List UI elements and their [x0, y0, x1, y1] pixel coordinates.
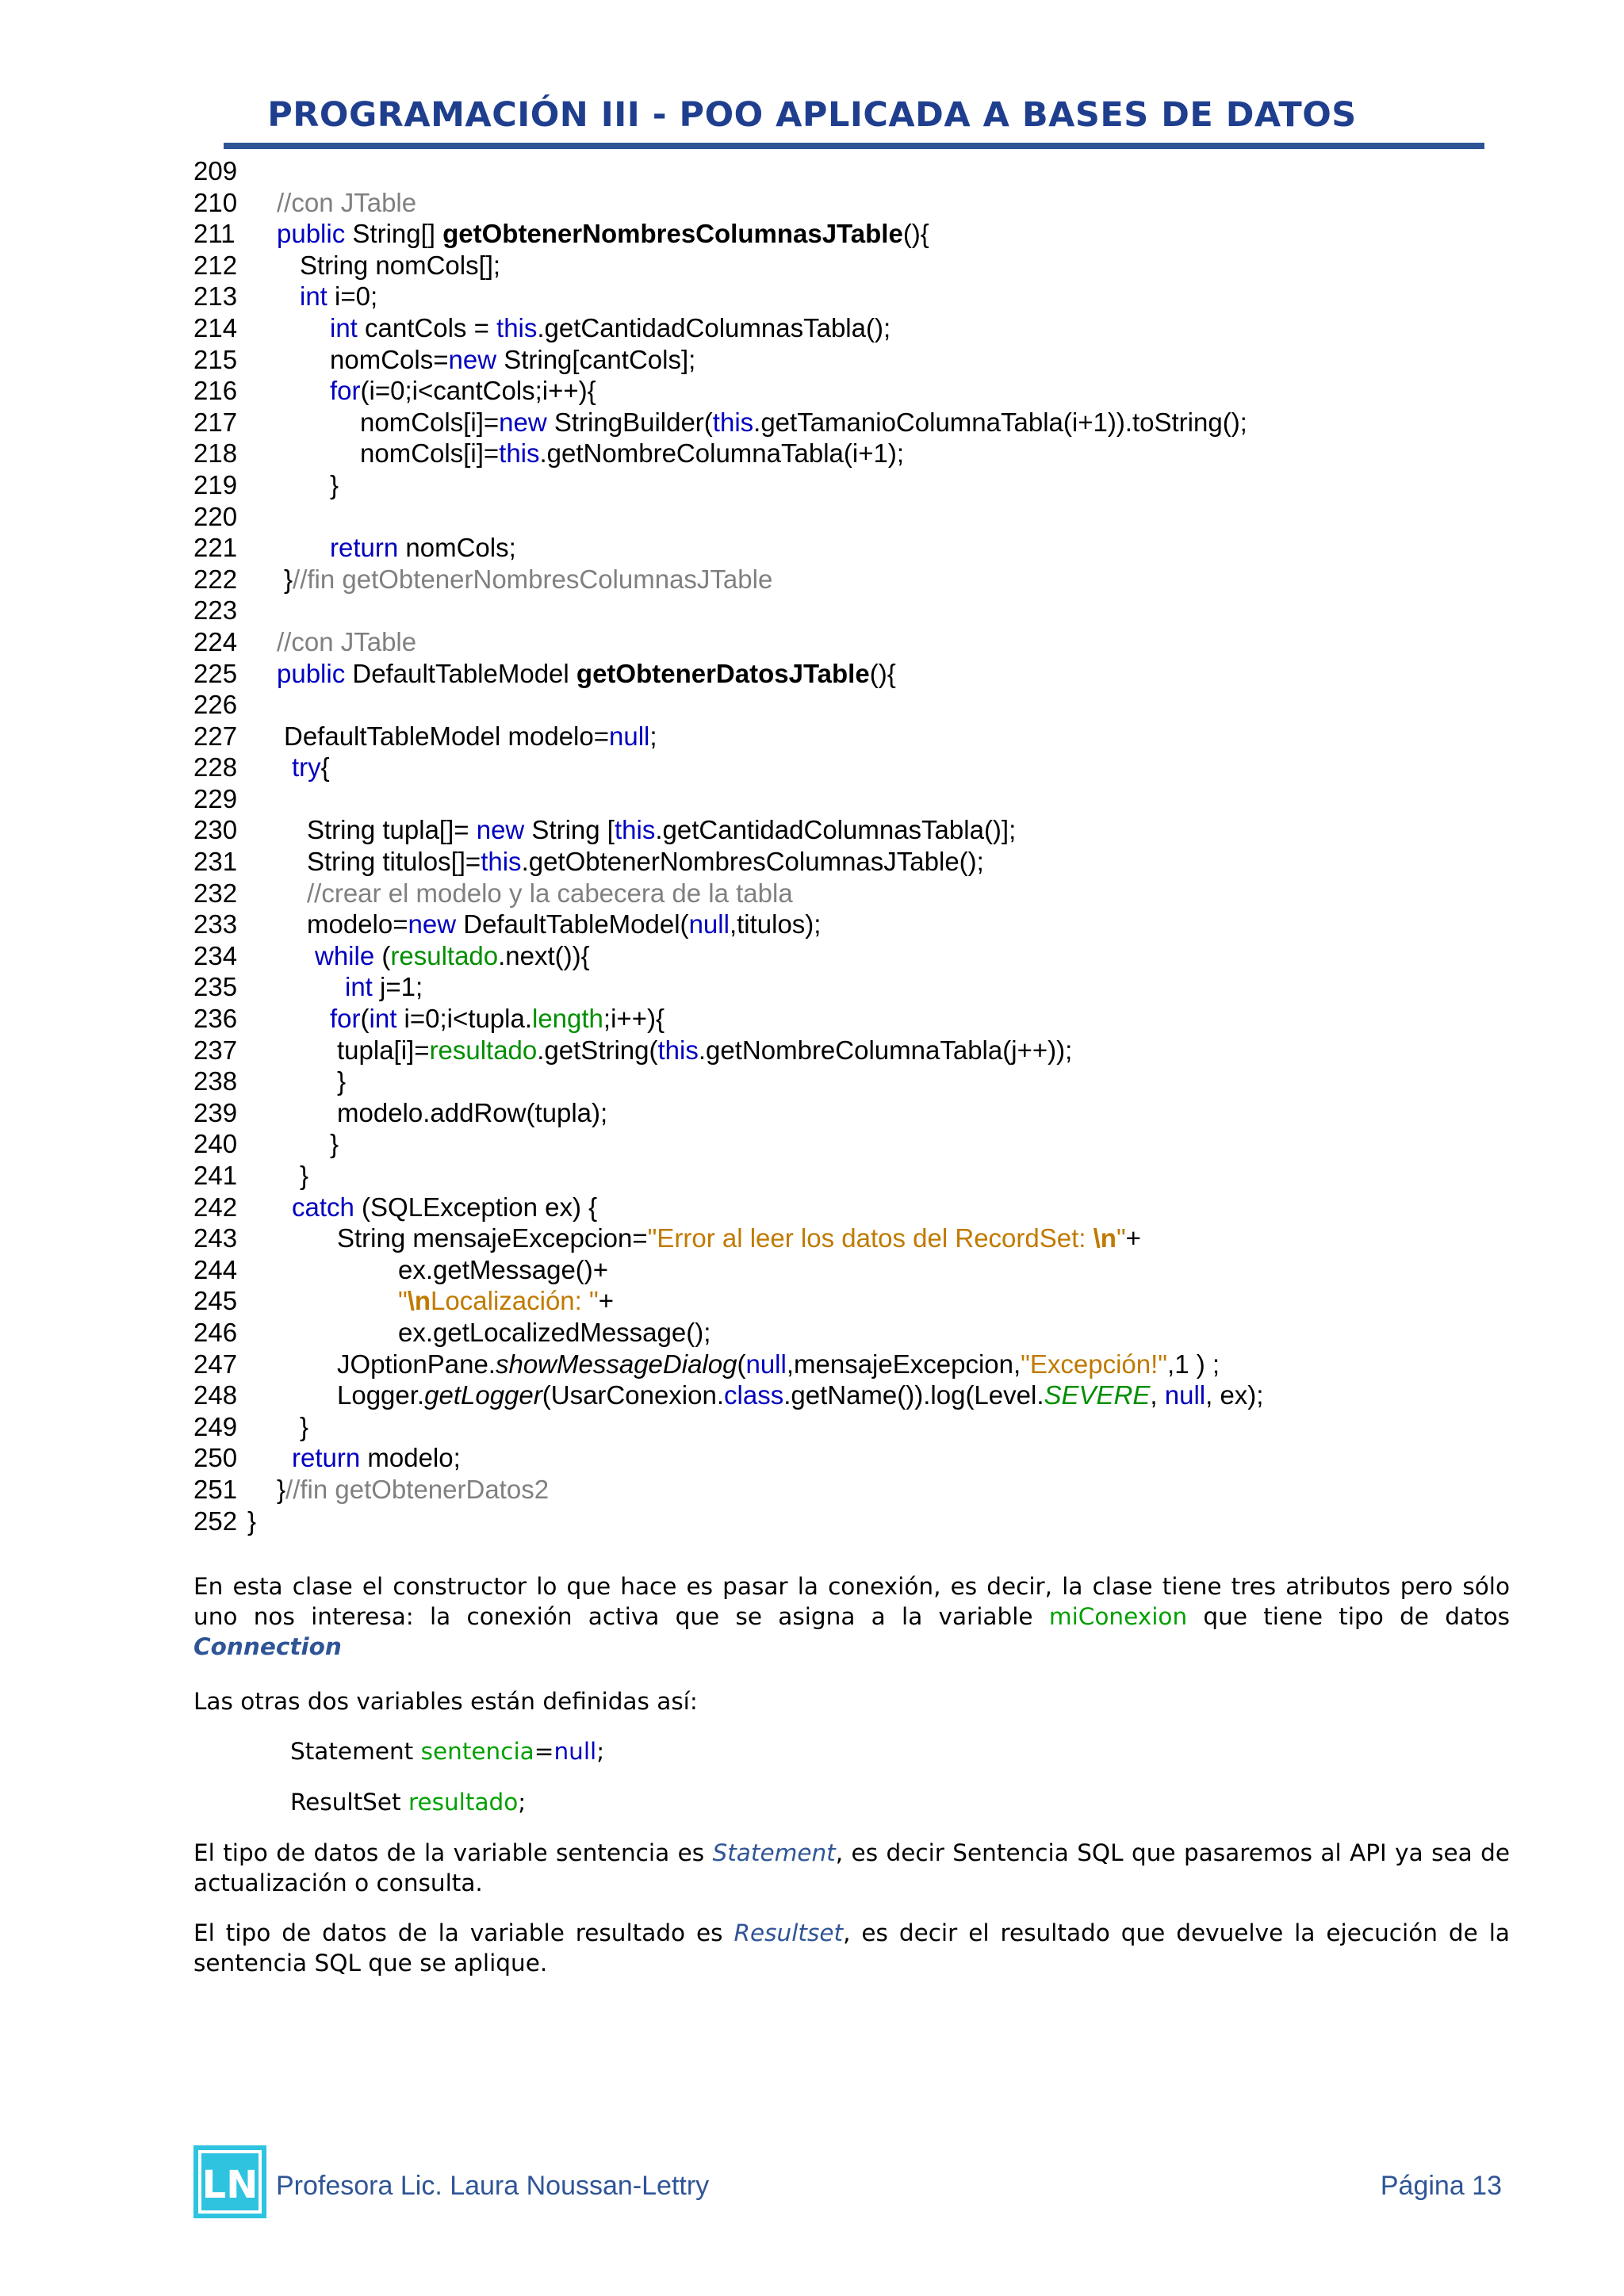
code-token: modelo=	[307, 909, 408, 939]
code-line	[193, 783, 1542, 815]
code-token: String titulos[]=	[307, 847, 481, 877]
code-line	[193, 1160, 1542, 1192]
code-line	[193, 250, 1542, 281]
code-token: return	[292, 1443, 361, 1473]
code-token: ex.getMessage()+	[398, 1254, 609, 1284]
paragraph-constructor	[193, 1571, 1510, 1662]
code-line	[193, 1223, 1542, 1254]
code-line	[193, 1066, 1542, 1097]
page-header-title: PROGRAMACIÓN III - POO APLICADA A BASES DE DATOS	[267, 95, 1357, 135]
code-text	[330, 1003, 665, 1035]
line-number: 210	[193, 187, 238, 217]
decl-var: sentencia	[420, 1738, 534, 1765]
code-token: .getString(	[537, 1035, 658, 1065]
code-token: int	[330, 312, 358, 342]
code-text	[330, 1128, 339, 1160]
code-token: , ex);	[1205, 1380, 1264, 1410]
code-token: this	[499, 438, 540, 469]
code-token: "	[398, 1286, 408, 1316]
code-token: }	[300, 1411, 309, 1441]
type-connection: Connection	[193, 1633, 342, 1660]
code-line	[193, 1317, 1542, 1349]
code-token: ;i++){	[603, 1004, 665, 1034]
paragraph-text: que tiene tipo de datos	[1187, 1603, 1510, 1630]
line-number: 225	[193, 658, 238, 688]
code-token: //crear el modelo y la cabecera de la tabla	[307, 878, 793, 908]
code-line	[193, 1474, 1542, 1506]
logo-lettering: LN	[201, 2163, 259, 2207]
code-line	[193, 1097, 1542, 1129]
code-token: resultado	[390, 940, 499, 970]
code-token: ,mensajeExcepcion,	[786, 1349, 1021, 1379]
code-token: }	[330, 1129, 339, 1159]
code-text	[337, 1349, 1220, 1380]
line-number: 237	[193, 1035, 238, 1065]
code-token: }	[247, 1506, 257, 1536]
decl-type: ResultSet	[290, 1789, 408, 1816]
paragraph-resultset	[193, 1918, 1510, 1978]
footer-author: Profesora Lic. Laura Noussan-Lettry	[276, 2171, 710, 2201]
decl-var: resultado	[408, 1789, 519, 1816]
line-number: 248	[193, 1380, 238, 1410]
code-token: cantCols =	[357, 312, 497, 342]
code-token: StringBuilder(	[546, 407, 713, 437]
code-token: class	[724, 1380, 784, 1410]
code-token: }	[330, 469, 339, 499]
line-number: 220	[193, 501, 238, 531]
code-text	[398, 1317, 710, 1349]
code-token: }	[284, 564, 293, 594]
code-token: (){	[869, 658, 896, 688]
code-text	[345, 971, 423, 1003]
code-token: i=0;	[327, 281, 378, 312]
code-token: String tupla[]=	[307, 815, 477, 845]
code-line	[193, 1035, 1542, 1066]
line-number: 217	[193, 407, 238, 437]
line-number: 218	[193, 438, 238, 469]
code-text	[300, 1160, 308, 1192]
line-number: 238	[193, 1066, 238, 1096]
code-text	[337, 1066, 346, 1097]
code-token: public	[277, 219, 346, 249]
code-token: int	[369, 1004, 397, 1034]
line-number: 247	[193, 1349, 238, 1379]
code-token: this	[712, 407, 754, 437]
code-text	[277, 218, 929, 250]
declaration-sentencia	[290, 1736, 1400, 1766]
code-token: //fin getObtenerDatos2	[285, 1474, 550, 1504]
var-miconexion: miConexion	[1048, 1603, 1188, 1630]
paragraph-text: El tipo de datos de la variable resultado es	[193, 1919, 734, 1946]
code-token: DefaultTableModel	[345, 658, 576, 688]
code-line	[193, 469, 1542, 501]
code-listing	[193, 155, 1542, 1536]
code-token: String nomCols[];	[300, 250, 501, 280]
code-token: nomCols[i]=	[360, 407, 500, 437]
code-token: String[cantCols];	[496, 344, 696, 374]
code-token: getLogger	[424, 1380, 542, 1410]
code-token: getObtenerDatosJTable	[576, 658, 870, 688]
header-divider	[224, 143, 1484, 149]
code-token: Logger.	[337, 1380, 425, 1410]
line-number: 251	[193, 1474, 238, 1504]
line-number: 230	[193, 815, 238, 845]
code-token: ,	[1150, 1380, 1165, 1410]
line-number: 223	[193, 595, 238, 626]
paragraph-statement	[193, 1838, 1510, 1898]
line-number: 236	[193, 1004, 238, 1034]
code-line	[193, 155, 1542, 187]
code-token: .getNombreColumnaTabla(i+1);	[539, 438, 904, 469]
code-token: j=1;	[372, 972, 423, 1002]
line-number: 245	[193, 1286, 238, 1316]
line-number: 216	[193, 376, 238, 406]
code-text	[307, 846, 984, 878]
line-number: 209	[193, 156, 238, 186]
line-number: 222	[193, 564, 238, 594]
paragraph-text: El tipo de datos de la variable sentencia es	[193, 1839, 713, 1866]
code-line	[193, 1254, 1542, 1286]
code-line	[193, 438, 1542, 469]
code-text	[307, 878, 793, 909]
code-line	[193, 1285, 1542, 1317]
code-token: .getCantidadColumnasTabla()];	[655, 815, 1017, 845]
code-text	[398, 1285, 614, 1317]
code-token: getObtenerNombresColumnasJTable	[442, 219, 903, 249]
code-token: public	[277, 658, 346, 688]
line-number: 249	[193, 1411, 238, 1441]
code-line	[193, 814, 1542, 846]
code-text	[330, 312, 891, 344]
code-line	[193, 909, 1542, 940]
code-text	[277, 1474, 549, 1506]
line-number: 213	[193, 281, 238, 312]
code-token: while	[315, 940, 375, 970]
line-number: 224	[193, 626, 238, 656]
code-token: ex.getLocalizedMessage();	[398, 1317, 711, 1347]
code-token: null	[745, 1349, 787, 1379]
code-token: null	[609, 721, 650, 751]
code-token: }	[337, 1066, 347, 1096]
code-token: +	[1125, 1223, 1141, 1253]
line-number: 231	[193, 847, 238, 877]
code-token: "	[1116, 1223, 1126, 1253]
paragraph-text: En esta clase el constructor lo que hace es pasar la conexión, es decir, la clase tiene tres atributos pero sólo uno nos interesa: la conexión activa que se asigna a la variable	[193, 1573, 1510, 1630]
code-token: JOptionPane.	[337, 1349, 496, 1379]
code-token: catch	[292, 1192, 354, 1222]
code-text	[247, 1506, 256, 1537]
code-text	[292, 1442, 461, 1474]
line-number: 250	[193, 1443, 238, 1473]
code-line	[193, 1003, 1542, 1035]
code-token: int	[345, 972, 373, 1002]
code-token: .getCantidadColumnasTabla();	[537, 312, 891, 342]
code-token: //con JTable	[277, 187, 417, 217]
line-number: 234	[193, 940, 238, 970]
code-token: null	[1164, 1380, 1206, 1410]
code-line	[193, 1506, 1542, 1537]
code-token: new	[476, 815, 525, 845]
code-token: .getTamanioColumnaTabla(i+1)).toString();	[753, 407, 1247, 437]
code-token: String mensajeExcepcion=	[337, 1223, 648, 1253]
code-line	[193, 344, 1542, 376]
code-token: (	[737, 1349, 746, 1379]
code-line	[193, 1411, 1542, 1443]
code-line	[193, 689, 1542, 721]
code-line	[193, 721, 1542, 752]
code-token: tupla[i]=	[337, 1035, 430, 1065]
code-text	[300, 250, 500, 281]
code-text	[292, 752, 330, 783]
code-token: \n	[1093, 1223, 1116, 1253]
code-token: +	[598, 1286, 614, 1316]
decl-end: ;	[518, 1789, 527, 1816]
code-token: "Excepción!"	[1021, 1349, 1168, 1379]
line-number: 233	[193, 909, 238, 939]
code-line	[193, 1349, 1542, 1380]
code-token: \n	[407, 1286, 431, 1316]
code-token: this	[496, 312, 538, 342]
declaration-resultado	[290, 1787, 1400, 1817]
author-logo	[193, 2145, 266, 2218]
code-line	[193, 501, 1542, 533]
code-token: return	[330, 533, 399, 563]
code-text	[337, 1223, 1141, 1254]
line-number: 240	[193, 1129, 238, 1159]
code-line	[193, 564, 1542, 595]
code-line	[193, 626, 1542, 658]
decl-eq: =	[534, 1738, 554, 1765]
code-text	[337, 1035, 1072, 1066]
code-text	[300, 1411, 308, 1443]
code-token: ;	[649, 721, 657, 751]
code-text	[330, 375, 596, 407]
code-token: nomCols[i]=	[360, 438, 500, 469]
code-line	[193, 752, 1542, 783]
code-line	[193, 218, 1542, 250]
code-text	[277, 626, 416, 658]
code-token: nomCols;	[398, 533, 516, 563]
line-number: 215	[193, 344, 238, 374]
code-text	[300, 281, 377, 312]
line-number: 212	[193, 250, 238, 280]
code-token: this	[481, 847, 522, 877]
line-number: 229	[193, 783, 238, 813]
code-text	[330, 469, 339, 501]
code-token: }	[300, 1161, 309, 1190]
code-token: this	[657, 1035, 699, 1065]
line-number: 252	[193, 1506, 238, 1536]
line-number: 232	[193, 878, 238, 908]
code-token: (){	[902, 219, 929, 249]
line-number: 221	[193, 533, 238, 563]
code-line	[193, 940, 1542, 972]
code-token: //con JTable	[277, 626, 417, 656]
code-line	[193, 1128, 1542, 1160]
code-text	[398, 1254, 608, 1286]
code-token: new	[448, 344, 497, 374]
code-token: nomCols=	[330, 344, 449, 374]
code-token: DefaultTableModel(	[456, 909, 689, 939]
code-token: .next()){	[498, 940, 590, 970]
code-text	[307, 814, 1016, 846]
line-number: 239	[193, 1097, 238, 1127]
code-text	[337, 1380, 1263, 1411]
line-number: 246	[193, 1317, 238, 1347]
code-text	[292, 1192, 597, 1223]
code-text	[284, 564, 772, 595]
line-number: 219	[193, 469, 238, 499]
code-text	[307, 909, 821, 940]
code-token: length	[532, 1004, 603, 1034]
code-token: String[]	[345, 219, 443, 249]
code-text	[360, 438, 904, 469]
code-token: (i=0;i<cantCols;i++){	[360, 376, 596, 406]
decl-null: null	[553, 1738, 597, 1765]
code-token: String [	[524, 815, 615, 845]
line-number: 211	[193, 219, 236, 249]
code-token: SEVERE	[1044, 1380, 1151, 1410]
code-line	[193, 187, 1542, 219]
page-number: Página 13	[1380, 2171, 1502, 2201]
code-token: (	[360, 1004, 370, 1034]
code-token: (	[374, 940, 391, 970]
code-line	[193, 1442, 1542, 1474]
code-line	[193, 846, 1542, 878]
line-number: 235	[193, 972, 238, 1002]
code-text	[277, 187, 416, 219]
code-line	[193, 375, 1542, 407]
code-line	[193, 595, 1542, 626]
code-line	[193, 407, 1542, 438]
code-token: int	[300, 281, 327, 312]
line-number: 214	[193, 312, 238, 342]
code-line	[193, 312, 1542, 344]
code-token: this	[614, 815, 656, 845]
code-token: try	[292, 752, 321, 783]
code-text	[337, 1097, 607, 1129]
code-token: (UsarConexion.	[542, 1380, 725, 1410]
line-number: 228	[193, 752, 238, 783]
line-number: 226	[193, 690, 238, 720]
code-token: for	[330, 376, 361, 406]
paragraph-text: , es decir el resultado que devuelve la ejecución de la sentencia SQL que se aplique.	[193, 1919, 1510, 1976]
code-token: i=0;i<tupla.	[396, 1004, 532, 1034]
code-line	[193, 281, 1542, 312]
type-resultset: Resultset	[733, 1919, 844, 1946]
paragraph-other-vars: Las otras dos variables están definidas así:	[193, 1688, 698, 1715]
code-token: showMessageDialog	[495, 1349, 737, 1379]
decl-type: Statement	[290, 1738, 421, 1765]
code-token: }	[277, 1474, 286, 1504]
code-text	[277, 658, 896, 690]
code-token: modelo;	[360, 1443, 461, 1473]
code-text	[330, 532, 516, 564]
code-line	[193, 532, 1542, 564]
code-text	[284, 721, 657, 752]
code-text	[315, 940, 590, 972]
code-token: //fin getObtenerNombresColumnasJTable	[293, 564, 773, 594]
code-line	[193, 1380, 1542, 1411]
code-line	[193, 878, 1542, 909]
code-token: resultado	[429, 1035, 538, 1065]
code-token: {	[320, 752, 330, 783]
code-line	[193, 1192, 1542, 1223]
line-number: 244	[193, 1254, 238, 1284]
line-number: 242	[193, 1192, 238, 1222]
code-token: DefaultTableModel modelo=	[284, 721, 610, 751]
code-text	[360, 407, 1247, 438]
line-number: 243	[193, 1223, 238, 1253]
code-token: "Error al leer los datos del RecordSet:	[647, 1223, 1094, 1253]
code-token: modelo.addRow(tupla);	[337, 1097, 608, 1127]
code-token: .getNombreColumnaTabla(j++));	[698, 1035, 1073, 1065]
code-line	[193, 971, 1542, 1003]
line-number: 227	[193, 721, 238, 751]
code-token: (SQLException ex) {	[354, 1192, 598, 1222]
code-text	[330, 344, 695, 376]
code-token: .getName()).log(Level.	[783, 1380, 1044, 1410]
line-number: 241	[193, 1161, 238, 1190]
paragraph-text: , es decir Sentencia SQL que pasaremos al API ya sea de actualización o consulta.	[193, 1839, 1510, 1896]
decl-end: ;	[596, 1738, 605, 1765]
code-line	[193, 658, 1542, 690]
code-token: null	[688, 909, 730, 939]
code-token: for	[330, 1004, 361, 1034]
code-token: ,1 ) ;	[1167, 1349, 1220, 1379]
type-statement: Statement	[712, 1839, 836, 1866]
code-token: Localización: "	[431, 1286, 599, 1316]
code-token: .getObtenerNombresColumnasJTable();	[521, 847, 984, 877]
code-token: new	[408, 909, 457, 939]
code-token: new	[499, 407, 547, 437]
code-token: ,titulos);	[729, 909, 822, 939]
